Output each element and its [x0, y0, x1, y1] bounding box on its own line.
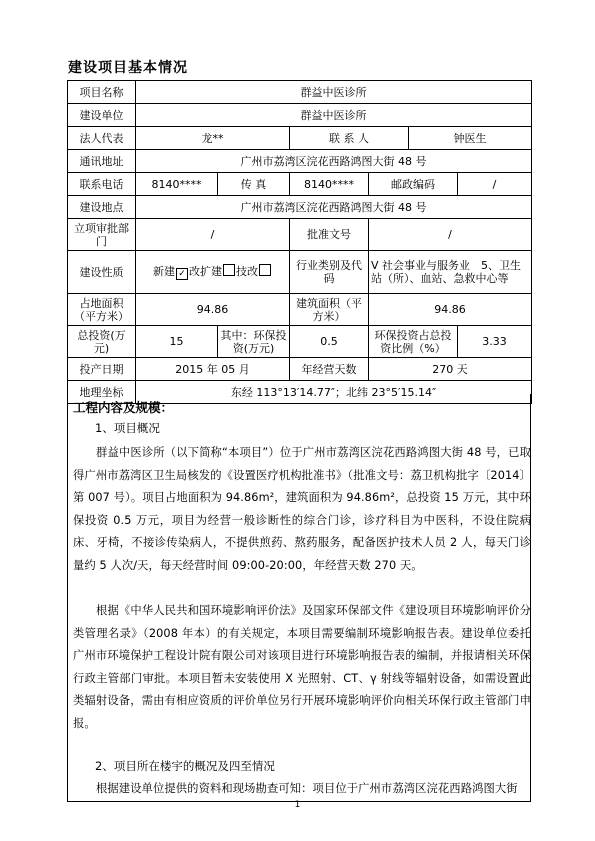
- legal-rep-value: 龙**: [136, 127, 290, 150]
- project-info-table: [67, 80, 532, 404]
- nature-new-label: 新建: [153, 265, 175, 278]
- approval-no-value: /: [369, 219, 532, 251]
- subsection-title-1: 1、项目概况: [95, 421, 160, 435]
- land-area-label: 占地面积（平方米）: [68, 294, 136, 326]
- paragraph-1: 群益中医诊所（以下简称“本项目”）位于广州市荔湾区浣花西路鸿图大街 48 号，已取得广州市荔湾区卫生局核发的《设置医疗机构批准书》（批准文号：荔卫机构批字〔2014〕第 007 号）。项目占地面积为 94.86m²，建筑面积为 94.86m²，总投资 15 万元，其中环保投资 0.5 万元，项目为经营一般诊断性的综合门诊，诊疗科目为中医科，不设住院病床、牙椅，不接诊传染病人，不提供煎药、熬药服务，配备医护技术人员 2 人，每天门诊量约 5 人次/天，每天经营时间 09:00-20:00，年经营天数 270 天。: [73, 446, 531, 572]
- approval-dept-value: /: [136, 219, 290, 251]
- env-invest-value: 0.5: [290, 326, 369, 358]
- annual-days-value: 270 天: [369, 358, 532, 381]
- coords-value: 东经 113°13′14.77″；北纬 23°5′15.14″: [136, 381, 532, 404]
- nature-options: [136, 251, 290, 294]
- industry-label: 行业类别及代码: [290, 251, 369, 294]
- unchecked-checkbox[interactable]: [259, 264, 271, 276]
- paragraph-3: 根据建设单位提供的资料和现场勘查可知：项目位于广州市荔湾区浣花西路鸿图大街: [96, 782, 518, 795]
- building-area-label: 建筑面积（平方米）: [290, 294, 369, 326]
- total-invest-value: 15: [136, 326, 218, 358]
- fax-label: 传 真: [218, 173, 290, 196]
- approval-dept-label: 立项审批部门: [68, 219, 136, 251]
- page-title: 建设项目基本情况: [68, 60, 188, 76]
- total-invest-label: 总投资(万元): [68, 326, 136, 358]
- fax-value: 8140****: [290, 173, 369, 196]
- nature-tech-label: 技改: [236, 265, 258, 278]
- env-ratio-label: 环保投资占总投资比例（%）: [369, 326, 458, 358]
- unchecked-checkbox[interactable]: [223, 264, 235, 276]
- builder-value: 群益中医诊所: [136, 104, 532, 127]
- annual-days-label: 年经营天数: [290, 358, 369, 381]
- project-name-value: 群益中医诊所: [136, 81, 532, 104]
- address-value: 广州市荔湾区浣花西路鸿图大街 48 号: [136, 150, 532, 173]
- subsection-title-2: 2、项目所在楼宇的概况及四至情况: [95, 759, 275, 773]
- phone-value: 8140****: [136, 173, 218, 196]
- site-label: 建设地点: [68, 196, 136, 219]
- coords-label: 地理坐标: [68, 381, 136, 404]
- nature-expand-label: 改扩建: [189, 265, 222, 278]
- section-title: 工程内容及规模：: [73, 400, 174, 415]
- approval-no-label: 批准文号: [290, 219, 369, 251]
- project-name-label: 项目名称: [68, 81, 136, 104]
- address-label: 通讯地址: [68, 150, 136, 173]
- paragraph-2: 根据《中华人民共和国环境影响评价法》及国家环保部文件《建设项目环境影响评价分类管理名录》（2008 年本）的有关规定，本项目需要编制环境影响报告表。建设单位委托广州市环境保护工程设计院有限公司对该项目进行环境影响报告表的编制，并报请相关环保行政主管部门审批。本项目暂未安装使用 X 光照射、CT、γ 射线等辐射设备，如需设置此类辐射设备，需由有相应资质的评价单位另行开展环境影响评价向相关环保行政主管部门申报。: [73, 604, 531, 730]
- land-area-value: 94.86: [136, 294, 290, 326]
- postcode-value: /: [458, 173, 532, 196]
- phone-label: 联系电话: [68, 173, 136, 196]
- start-date-value: 2015 年 05 月: [136, 358, 290, 381]
- building-area-value: 94.86: [369, 294, 532, 326]
- industry-value: V 社会事业与服务业 5、卫生站（所）、血站、急救中心等: [369, 251, 532, 294]
- legal-rep-label: 法人代表: [68, 127, 136, 150]
- postcode-label: 邮政编码: [369, 173, 458, 196]
- contact-label: 联 系 人: [290, 127, 409, 150]
- builder-label: 建设单位: [68, 104, 136, 127]
- env-ratio-value: 3.33: [458, 326, 532, 358]
- page-number: 1: [294, 800, 301, 810]
- contact-value: 钟医生: [409, 127, 532, 150]
- env-invest-label: 其中：环保投资(万元): [218, 326, 290, 358]
- checked-checkbox[interactable]: ✓: [176, 268, 188, 280]
- start-date-label: 投产日期: [68, 358, 136, 381]
- nature-label: 建设性质: [68, 251, 136, 294]
- site-value: 广州市荔湾区浣花西路鸿图大街 48 号: [136, 196, 532, 219]
